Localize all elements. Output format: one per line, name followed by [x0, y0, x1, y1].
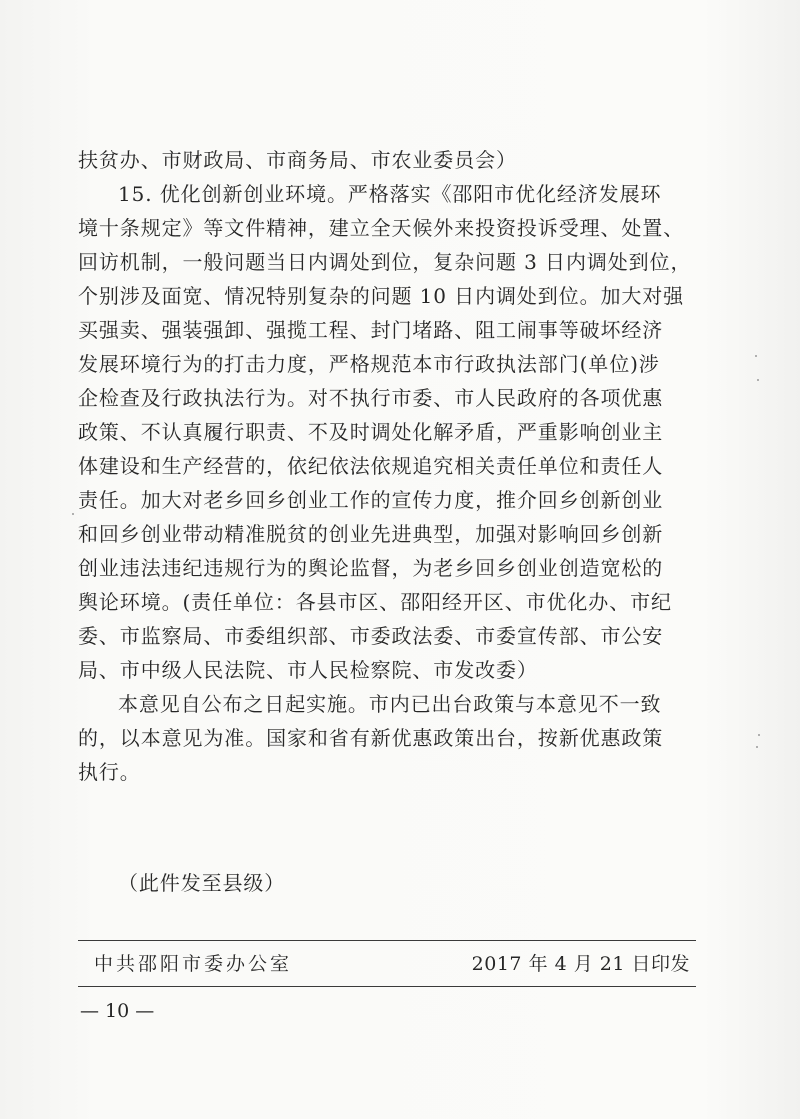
body-line: 境十条规定》等文件精神，建立全天候外来投资投诉受理、处置、 — [78, 216, 685, 240]
body-line: 回访机制，一般问题当日内调处到位，复杂问题 3 日内调处到位， — [78, 250, 692, 274]
body-line: 企检查及行政执法行为。对不执行市委、市人民政府的各项优惠 — [78, 386, 664, 410]
issue-date: 2017 年 4 月 21 日印发 — [471, 953, 690, 975]
scan-speck — [758, 734, 760, 736]
distribution-note: （此件发至县级） — [118, 871, 286, 895]
body-line: 的，以本意见为准。国家和省有新优惠政策出台，按新优惠政策 — [78, 726, 664, 750]
body-text — [78, 143, 696, 789]
body-line: 买强卖、强装强卸、强揽工程、封门堵路、阻工闹事等破坏经济 — [78, 318, 664, 342]
body-line: 扶贫办、市财政局、市商务局、市农业委员会） — [78, 148, 517, 172]
page-number: — 10 — — [80, 1000, 155, 1022]
footer-bottom-rule — [78, 986, 696, 987]
body-line: 和回乡创业带动精准脱贫的创业先进典型，加强对影响回乡创新 — [78, 522, 664, 546]
body-line: 局、市中级人民法院、市人民检察院、市发改委） — [78, 658, 538, 682]
body-line: 政策、不认真履行职责、不及时调处化解矛盾，严重影响创业主 — [78, 420, 664, 444]
body-line: 体建设和生产经营的，依纪依法依规追究相关责任单位和责任人 — [78, 454, 664, 478]
body-line: 15. 优化创新创业环境。严格落实《邵阳市优化经济发展环 — [118, 182, 662, 206]
body-line: 执行。 — [78, 760, 141, 784]
imprint-row — [94, 947, 690, 981]
scan-speck — [72, 513, 74, 515]
body-line: 本意见自公布之日起实施。市内已出台政策与本意见不一致 — [118, 692, 662, 716]
scan-speck — [756, 746, 758, 748]
scan-speck — [755, 355, 757, 357]
footer-top-rule — [78, 940, 696, 941]
body-line: 舆论环境。(责任单位：各县市区、邵阳经开区、市优化办、市纪 — [78, 590, 672, 614]
body-line: 创业违法违纪违规行为的舆论监督，为老乡回乡创业创造宽松的 — [78, 556, 664, 580]
issuer: 中共邵阳市委办公室 — [94, 953, 293, 975]
body-line: 委、市监察局、市委组织部、市委政法委、市委宣传部、市公安 — [78, 624, 664, 648]
body-line: 个别涉及面宽、情况特别复杂的问题 10 日内调处到位。加大对强 — [78, 284, 685, 308]
body-line: 发展环境行为的打击力度，严格规范本市行政执法部门(单位)涉 — [78, 352, 660, 376]
body-line: 责任。加大对老乡回乡创业工作的宣传力度，推介回乡创新创业 — [78, 488, 664, 512]
scan-speck — [757, 379, 759, 381]
